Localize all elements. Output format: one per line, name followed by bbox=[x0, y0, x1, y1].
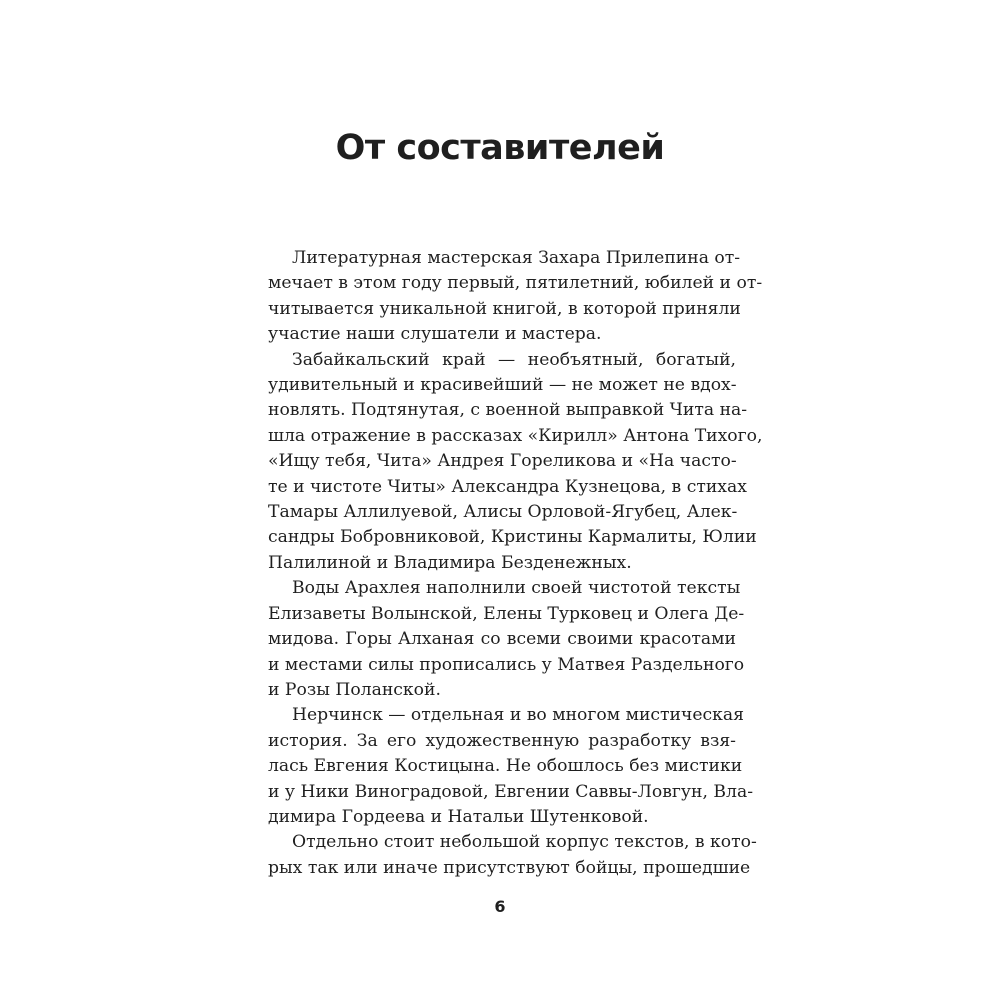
text-line: и у Ники Виноградовой, Евгении Саввы-Ловгун, Вла- bbox=[268, 781, 754, 802]
text-line: Палилиной и Владимира Безденежных. bbox=[268, 552, 632, 573]
page-title: От составителей bbox=[335, 128, 665, 168]
text-line: читывается уникальной книгой, в которой приняли bbox=[268, 298, 741, 319]
text-line: мидова. Горы Алханая со всеми своими красотами bbox=[268, 629, 736, 650]
text-line: и местами силы прописались у Матвея Раздельного bbox=[268, 654, 745, 675]
text-line: Воды Арахлея наполнили своей чистотой тексты bbox=[292, 578, 741, 599]
text-line: димира Гордеева и Натальи Шутенковой. bbox=[268, 806, 649, 827]
text-line: и Розы Поланской. bbox=[268, 679, 441, 700]
page-number: 6 bbox=[494, 897, 506, 916]
text-line: новлять. Подтянутая, с военной выправкой Чита на- bbox=[268, 400, 748, 421]
text-line: Забайкальский край — необъятный, богатый, bbox=[292, 349, 736, 370]
text-line: шла отражение в рассказах «Кирилл» Антона Тихого, bbox=[268, 425, 763, 446]
text-line: Нерчинск — отдельная и во многом мистическая bbox=[292, 705, 744, 726]
text-line: «Ищу тебя, Чита» Андрея Гореликова и «На часто- bbox=[268, 451, 737, 472]
text-line: те и чистоте Читы» Александра Кузнецова, в стихах bbox=[268, 476, 747, 497]
text-line: история. За его художественную разработку взя- bbox=[268, 730, 736, 751]
text-line: Отдельно стоит небольшой корпус текстов, в кото- bbox=[292, 832, 757, 853]
body-text bbox=[268, 246, 763, 881]
text-line: мечает в этом году первый, пятилетний, юбилей и от- bbox=[268, 273, 763, 294]
text-line: Литературная мастерская Захара Прилепина от- bbox=[292, 248, 741, 268]
text-line: рых так или иначе присутствуют бойцы, прошедшие bbox=[268, 857, 751, 878]
text-line: лась Евгения Костицына. Не обошлось без мистики bbox=[268, 756, 743, 777]
text-line: Тамары Аллилуевой, Алисы Орловой-Ягубец, Алек- bbox=[268, 502, 738, 523]
text-line: удивительный и красивейший — не может не вдох- bbox=[268, 375, 737, 396]
text-line: сандры Бобровниковой, Кристины Кармалиты, Юлии bbox=[268, 527, 757, 548]
text-line: участие наши слушатели и мастера. bbox=[268, 324, 602, 345]
text-line: Елизаветы Волынской, Елены Турковец и Олега Де- bbox=[268, 603, 745, 624]
